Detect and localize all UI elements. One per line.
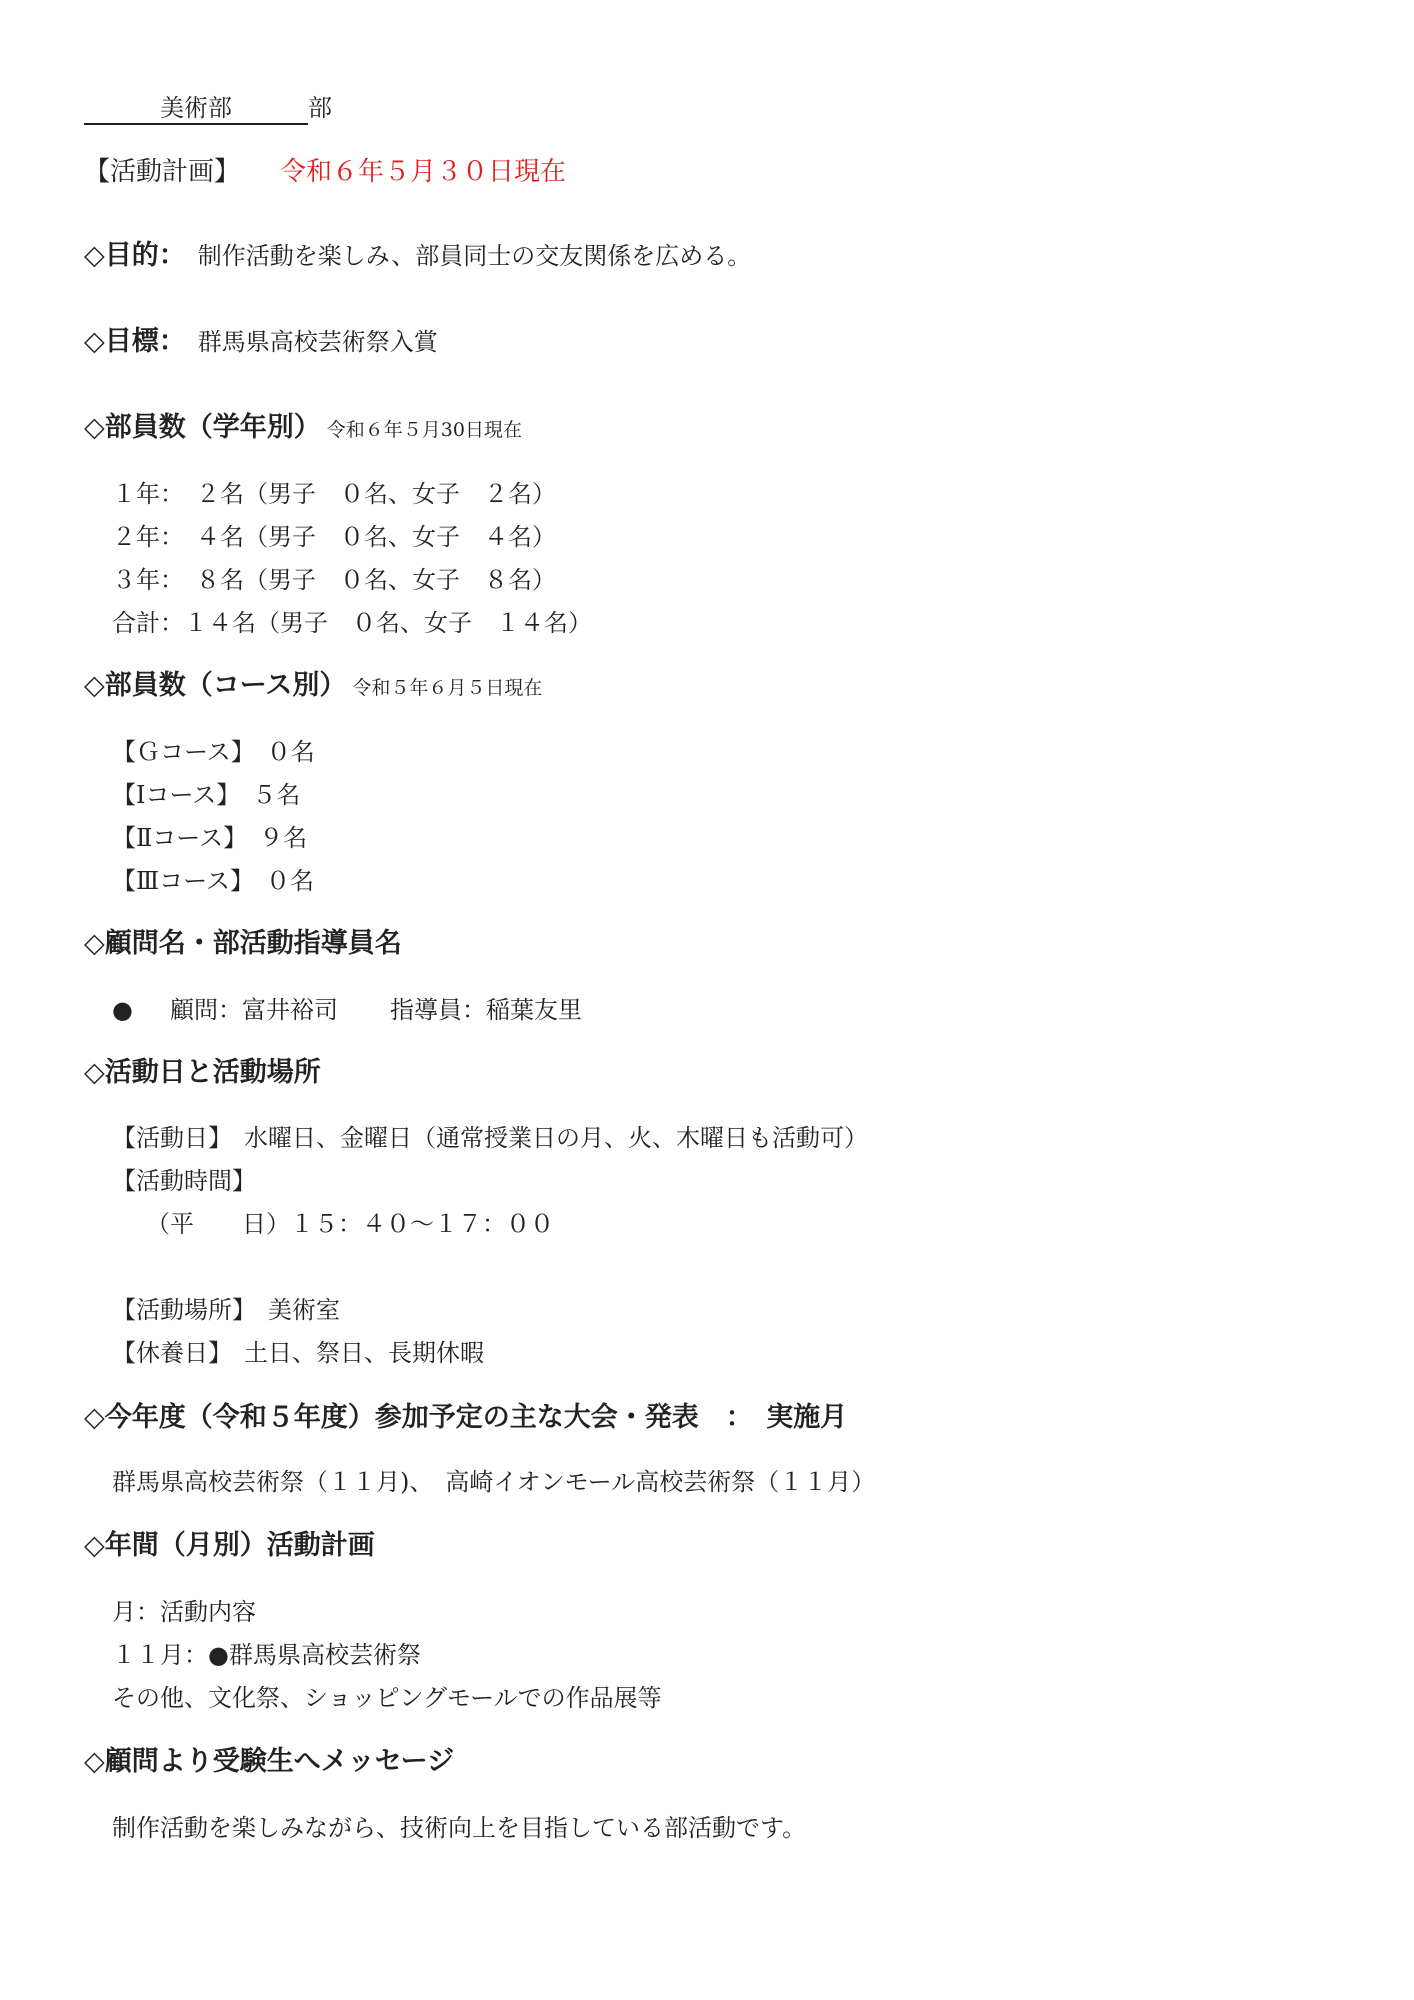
activity-time-label: 【活動時間】 bbox=[112, 1167, 256, 1195]
message-heading: ◇顧問より受験生へメッセージ bbox=[84, 1746, 455, 1777]
events-text: 群馬県高校芸術祭（１１月)、 高崎イオンモール高校芸術祭（１１月） bbox=[112, 1468, 876, 1496]
message-text: 制作活動を楽しみながら、技術向上を目指している部活動です。 bbox=[112, 1814, 807, 1842]
members-grade-total: 合計：１４名（男子 ０名、女子 １４名） bbox=[112, 609, 592, 637]
purpose-heading: ◇目的： bbox=[84, 240, 186, 271]
club-suffix: 部 bbox=[308, 94, 332, 122]
club-name-line bbox=[84, 92, 332, 125]
members-grade-note: 令和６年５月30日現在 bbox=[326, 419, 522, 441]
members-grade-row: ２年： ４名（男子 ０名、女子 ４名） bbox=[112, 523, 556, 551]
annual-heading: ◇年間（月別）活動計画 bbox=[84, 1530, 375, 1561]
members-course-heading bbox=[84, 670, 542, 704]
members-course-note: 令和５年６月５日現在 bbox=[352, 677, 543, 699]
goal-heading: ◇目標： bbox=[84, 326, 186, 357]
activity-place: 【活動場所】 美術室 bbox=[112, 1296, 340, 1324]
advisor-heading: ◇顧問名・部活動指導員名 bbox=[84, 928, 402, 959]
members-course-row: 【Ⅰコース】 ５名 bbox=[112, 781, 301, 809]
activity-holidays: 【休養日】 土日、祭日、長期休暇 bbox=[112, 1339, 484, 1367]
goal-line bbox=[84, 326, 438, 358]
members-grade-row: ３年： ８名（男子 ０名、女子 ８名） bbox=[112, 566, 556, 594]
members-course-row: 【Ⅲコース】 ０名 bbox=[112, 867, 314, 895]
activity-days: 【活動日】 水曜日、金曜日（通常授業日の月、火、木曜日も活動可） bbox=[112, 1124, 868, 1152]
members-grade-title: ◇部員数（学年別） bbox=[84, 412, 321, 443]
members-grade-row: １年： ２名（男子 ０名、女子 ２名） bbox=[112, 480, 556, 508]
annual-row: １１月：●群馬県高校芸術祭 bbox=[112, 1641, 421, 1669]
members-course-row: 【Ⅱコース】 ９名 bbox=[112, 824, 308, 852]
advisor-name: 顧問：富井裕司 bbox=[170, 996, 338, 1024]
instructor-name: 指導員：稲葉友里 bbox=[390, 996, 582, 1024]
plan-date: 令和６年５月３０日現在 bbox=[280, 157, 567, 187]
activity-time-value: （平 日）１５：４０～１７：００ bbox=[146, 1210, 554, 1238]
activity-heading: ◇活動日と活動場所 bbox=[84, 1057, 321, 1088]
purpose-line bbox=[84, 240, 751, 272]
events-heading: ◇今年度（令和５年度）参加予定の主な大会・発表 ： 実施月 bbox=[84, 1402, 848, 1433]
goal-text: 群馬県高校芸術祭入賞 bbox=[197, 328, 438, 356]
bullet-icon: ● bbox=[112, 996, 133, 1024]
members-course-title: ◇部員数（コース別） bbox=[84, 670, 347, 701]
members-grade-heading bbox=[84, 412, 522, 446]
advisor-line bbox=[112, 994, 582, 1026]
annual-row: 月：活動内容 bbox=[112, 1598, 256, 1626]
club-name: 美術部 bbox=[84, 93, 308, 125]
purpose-text: 制作活動を楽しみ、部員同士の交友関係を広める。 bbox=[197, 242, 752, 270]
members-course-row: 【Ｇコース】 ０名 bbox=[112, 738, 315, 766]
annual-row: その他、文化祭、ショッピングモールでの作品展等 bbox=[112, 1684, 662, 1712]
plan-line bbox=[84, 156, 566, 188]
plan-label: 【活動計画】 bbox=[84, 157, 241, 187]
